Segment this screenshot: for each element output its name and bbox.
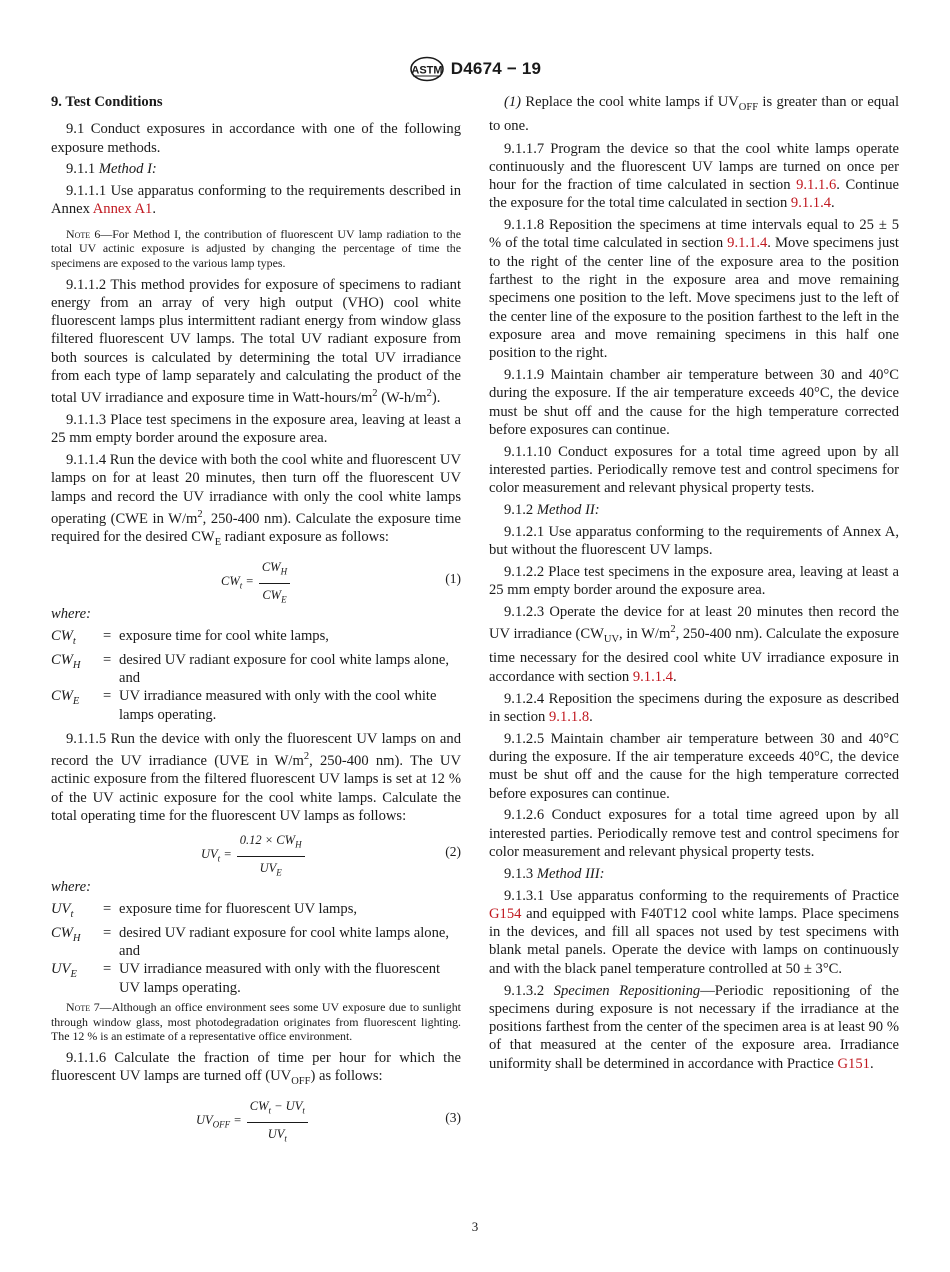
paragraph-9-1-1-1: 9.1.1.1 Use apparatus conforming to the requirements described in Annex Annex A1. (51, 183, 461, 218)
paragraph-9-1: 9.1 Conduct exposures in accordance with one of the following exposure methods. (51, 121, 461, 156)
section-9-1-1-4-link[interactable]: 9.1.1.4 (790, 195, 832, 212)
definition-item: $UV_E$ = UV irradiance measured with only with the fluorescent UV lamps operating. (51, 961, 441, 996)
svg-text:ASTM: ASTM (411, 64, 443, 77)
equation-3: $UV_{OFF}$ = $\frac{CW_t - UV_t}{UV_t}$ (3) (196, 1099, 461, 1144)
definition-item: $CW_E$ = UV irradiance measured with only with the cool white lamps operating. (51, 688, 437, 723)
page-number: 3 (471, 1219, 479, 1234)
note-7: Note 7—Although an office environment sees some UV exposure due to sunlight through window glass, most photodegradation originates from fluorescent lighting. The 12 % is an estimate of a representative office environment. (51, 1000, 461, 1044)
equation-1: $CW_t$ = $\frac{CW_H}{CW_E}$ (1) (221, 560, 461, 605)
section-9-1-1-4-link[interactable]: 9.1.1.4 (632, 668, 673, 685)
paragraph-9-1-3-2: 9.1.3.2 Specimen Repositioning—Periodic repositioning of the specimens during exposure is not necessary if the irradiance at the positions farthest from the center of the specimen area is at least 90 % of that measured at the center of the exposure area. Irradiance uniformity shall be determined in accordance with Practice G151. (489, 982, 899, 1072)
paragraph-9-1-3-1: 9.1.3.1 Use apparatus conforming to the requirements of Practice G154 and equipped with F40T12 cool white lamps. Place specimens in the devices, and fill all spaces not used by test specimens with blank metal panels. Operate the device with lamps on continuously and with the black panel temperature controlled at 50 ± 3°C. (489, 887, 899, 977)
section-9-1-1-4-link[interactable]: 9.1.1.4 (727, 235, 768, 252)
paragraph-9-1-1: 9.1.1 Method I: (66, 161, 157, 178)
paragraph-9-1-2-3: 9.1.2.3 Operate the device for at least 20 minutes then record the UV irradiance ($CW_{UV}$, in $W/m^2$, 250-400 nm). Calculate the exposure time necessary for the desired cool white UV irradiance exposure in accordance with section 9.1.1.4. (489, 604, 899, 685)
paragraph-9-1-2: 9.1.2 Method II: (504, 502, 600, 519)
practice-g151-link[interactable]: G151 (837, 1055, 870, 1072)
page-header (0, 56, 950, 84)
paragraph-9-1-1-2: 9.1.1.2 This method provides for exposure of specimens to radiant energy from an array of very high output (VHO) cool white fluorescent lamps plus intermittent radiant energy from window glass filtered fluorescent UV lamps. The total UV radiant exposure from both sources is calculated by determining the total UV irradiance from each type of lamp separately and calculating the product of the total UV irradiance and exposure time in Watt-$hours/m^2$ $(W-h/m^2)$. (51, 276, 461, 407)
paragraph-9-1-1-7: 9.1.1.7 Program the device so that the cool white lamps operate continuously and the fluorescent UV lamps are turned on once per hour for the fraction of time calculated in section 9.1.1.6. Continue the exposure for the total time calculated in section 9.1.1.4. (489, 140, 899, 212)
paragraph-9-1-2-1: 9.1.2.1 Use apparatus conforming to the requirements of Annex A, but without the fluorescent UV lamps. (489, 523, 899, 559)
definition-item: $CW_H$ = desired UV radiant exposure for cool white lamps alone, and (51, 651, 450, 687)
paragraph-9-1-2-4: 9.1.2.4 Reposition the specimens during the exposure as described in section 9.1.1.8. (489, 690, 899, 725)
note-6: Note 6—For Method I, the contribution of fluorescent UV lamp radiation to the total UV actinic exposure is adjusted by changing the percentage of time the specimens are exposed to the various lamp types. (51, 226, 461, 270)
annex-a1-link[interactable]: Annex A1 (92, 201, 153, 218)
paragraph-9-1-2-6: 9.1.2.6 Conduct exposures for a total time agreed upon by all interested parties. Periodically remove test and control specimens for color measurement and relevant physical property tests. (489, 807, 899, 860)
definitions-list-1 (51, 627, 461, 724)
equation-2: $UV_t$ = $\frac{0.12 \times CW_H}{UV_E}$ (2) (201, 833, 461, 878)
section-title: 9. Test Conditions (51, 94, 163, 110)
equation-number: (1) (445, 571, 461, 587)
equation-number: (3) (445, 1110, 461, 1126)
paragraph-9-1-1-8: 9.1.1.8 Reposition the specimens at time intervals equal to 25 ± 5 % of the total time calculated in section 9.1.1.4. Move specimens just to the right of the center line of the exposure area to the position farthest to the right in the exposure area and move remaining specimens one position to the left. Move specimens just to the left of the center line of the exposure to the position farthest to the left in the exposure area and move remaining specimens in this half one position to the right. (489, 217, 899, 362)
where-label: where: (51, 879, 91, 896)
document-id: D4674 − 19 (450, 59, 542, 78)
definition-item: $CW_H$ = desired UV radiant exposure for cool white lamps alone, and (51, 924, 450, 960)
astm-logo-icon (409, 56, 445, 82)
paragraph-9-1-1-6: 9.1.1.6 Calculate the fraction of time per hour for which the fluorescent UV lamps are turned off $(UV_{OFF})$ as follows: (51, 1049, 461, 1088)
left-column (51, 93, 461, 1144)
definitions-list-2 (51, 900, 461, 997)
paragraph-9-1-1-3: 9.1.1.3 Place test specimens in the exposure area, leaving at least a 25 mm empty border around the exposure area. (51, 412, 461, 447)
definition-item: $CW_t$ = exposure time for cool white lamps, (51, 627, 329, 647)
definition-item: $UV_t$ = exposure time for fluorescent UV lamps, (51, 900, 358, 920)
paragraph-9-1-1-4: 9.1.1.4 Run the device with both the cool white and fluorescent UV lamps on for at least 20 minutes, then turn off the fluorescent UV lamps and record the UV irradiance with only the cool white lamps operating (CWE in $W/m^2$, 250-400 nm). Calculate the exposure time required for the desired $CW_E$ radiant exposure as follows: (51, 452, 461, 549)
paragraph-9-1-2-5: 9.1.2.5 Maintain chamber air temperature between 30 and 40°C during the exposure. If the air temperature exceeds 40°C, the device must be shut off and the cause for the high temperature corrected before exposures can continue. (489, 730, 899, 802)
paragraph-9-1-2-2: 9.1.2.2 Place test specimens in the exposure area, leaving at least a 25 mm empty border around the exposure area. (489, 564, 899, 599)
paragraph-9-1-3: 9.1.3 Method III: (504, 865, 605, 882)
paragraph-9-1-1-5: 9.1.1.5 Run the device with only the fluorescent UV lamps on and record the UV irradiance (UVE in $W/m^2$, 250-400 nm). The UV actinic exposure from the filtered fluorescent UV lamps is set at 12 % of the UV actinic exposure for the cool white lamps. Calculate the total operating time for the fluorescent UV lamps as follows: (51, 731, 461, 825)
practice-g154-link[interactable]: G154 (489, 905, 522, 922)
section-9-1-1-8-link[interactable]: 9.1.1.8 (549, 708, 590, 725)
where-label: where: (51, 606, 91, 623)
paragraph-item-1: (1) Replace the cool white lamps if $UV_{OFF}$ is greater than or equal to one. (489, 94, 899, 135)
paragraph-9-1-1-10: 9.1.1.10 Conduct exposures for a total time agreed upon by all interested parties. Periodically remove test and control specimens for color measurement and relevant physical property tests. (489, 443, 899, 497)
right-column (489, 93, 899, 1077)
equation-number: (2) (445, 844, 461, 860)
paragraph-9-1-1-9: 9.1.1.9 Maintain chamber air temperature between 30 and 40°C during the exposure. If the air temperature exceeds 40°C, the device must be shut off and the cause for the high temperature corrected before exposures can continue. (489, 367, 899, 438)
section-9-1-1-6-link[interactable]: 9.1.1.6 (796, 177, 837, 194)
